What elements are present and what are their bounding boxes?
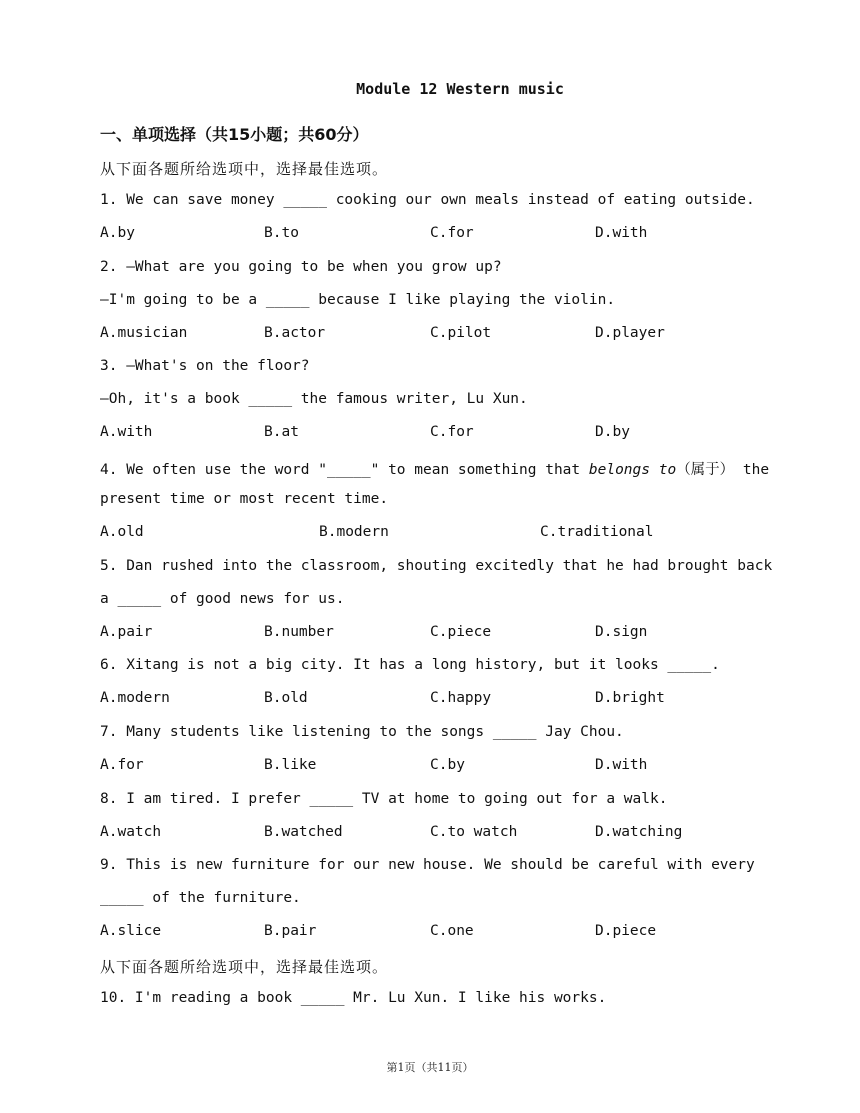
- question-1: 1. We can save money _____ cooking our own meals instead of eating outside.: [100, 192, 755, 208]
- question-4: [100, 458, 770, 479]
- option-c: C.traditional: [540, 524, 654, 540]
- option-b: B.old: [264, 690, 308, 706]
- instruction: 从下面各题所给选项中，选择最佳选项。: [100, 160, 389, 178]
- option-b: B.watched: [264, 824, 343, 840]
- option-c: C.for: [430, 424, 474, 440]
- option-c: C.pilot: [430, 325, 492, 341]
- question-4-part1: 4. We often use the word "_____" to mean something that: [100, 462, 589, 478]
- option-b: B.to: [264, 225, 299, 241]
- option-d: D.bright: [595, 690, 665, 706]
- question-8: 8. I am tired. I prefer _____ TV at home to going out for a walk.: [100, 791, 668, 807]
- option-b: B.at: [264, 424, 299, 440]
- option-b: B.pair: [264, 923, 317, 939]
- option-c: C.by: [430, 757, 465, 773]
- option-c: C.for: [430, 225, 474, 241]
- question-6: 6. Xitang is not a big city. It has a long history, but it looks _____.: [100, 657, 720, 673]
- option-a: A.by: [100, 225, 135, 241]
- option-d: D.with: [595, 225, 648, 241]
- option-b: B.like: [264, 757, 317, 773]
- page-title: Module 12 Western music: [356, 80, 564, 98]
- option-c: C.piece: [430, 624, 492, 640]
- option-a: A.pair: [100, 624, 153, 640]
- emphasized-phrase: belongs to: [588, 462, 677, 478]
- option-a: A.for: [100, 757, 144, 773]
- option-d: D.with: [595, 757, 648, 773]
- option-d: D.sign: [595, 624, 648, 640]
- question-10: 10. I'm reading a book _____ Mr. Lu Xun. I like his works.: [100, 990, 607, 1006]
- option-b: B.actor: [264, 325, 326, 341]
- option-d: D.watching: [595, 824, 683, 840]
- question-3-line2: —Oh, it's a book _____ the famous writer, Lu Xun.: [100, 391, 528, 407]
- section-heading: 一、单项选择（共15小题；共60分）: [100, 125, 369, 144]
- question-4-line2: present time or most recent time.: [100, 491, 389, 507]
- option-a: A.with: [100, 424, 153, 440]
- option-c: C.to watch: [430, 824, 518, 840]
- question-9-line2: _____ of the furniture.: [100, 890, 301, 906]
- page-footer: 第1页（共11页）: [386, 1061, 474, 1074]
- option-b: B.number: [264, 624, 334, 640]
- question-4-part2: （属于） the: [676, 462, 770, 478]
- question-2: 2. —What are you going to be when you grow up?: [100, 259, 502, 275]
- question-3: 3. —What's on the floor?: [100, 358, 310, 374]
- option-a: A.slice: [100, 923, 162, 939]
- option-c: C.one: [430, 923, 474, 939]
- question-5-line2: a _____ of good news for us.: [100, 591, 345, 607]
- option-a: A.old: [100, 524, 144, 540]
- question-9: 9. This is new furniture for our new house. We should be careful with every: [100, 857, 755, 873]
- option-a: A.modern: [100, 690, 170, 706]
- instruction-2: 从下面各题所给选项中，选择最佳选项。: [100, 958, 389, 976]
- option-a: A.watch: [100, 824, 162, 840]
- question-7: 7. Many students like listening to the songs _____ Jay Chou.: [100, 724, 624, 740]
- option-b: B.modern: [319, 524, 389, 540]
- option-d: D.piece: [595, 923, 657, 939]
- question-5: 5. Dan rushed into the classroom, shouting excitedly that he had brought back: [100, 558, 773, 574]
- option-a: A.musician: [100, 325, 188, 341]
- option-d: D.by: [595, 424, 630, 440]
- question-2-line2: —I'm going to be a _____ because I like playing the violin.: [100, 292, 616, 308]
- option-d: D.player: [595, 325, 665, 341]
- option-c: C.happy: [430, 690, 492, 706]
